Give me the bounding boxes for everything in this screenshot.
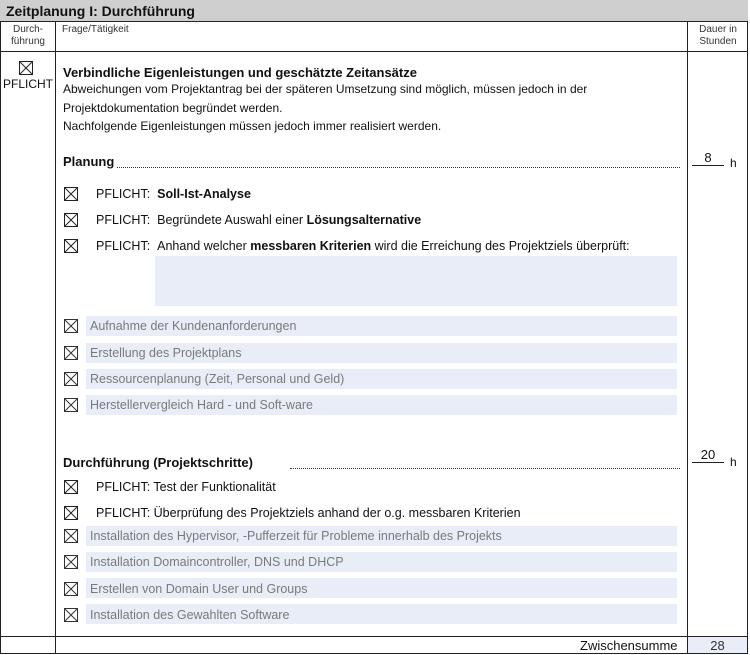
kriterien-input[interactable]: [155, 256, 677, 306]
planung-heading: Planung: [63, 154, 115, 169]
durchfuehrung-optional-checkbox-2[interactable]: [64, 555, 78, 569]
planung-pflicht-checkbox-2[interactable]: [64, 213, 78, 227]
durchfuehrung-pflicht-item-1: PFLICHT: Test der Funktionalität: [96, 480, 276, 494]
planung-pflicht-item-1: [96, 187, 251, 201]
form-title: Zeitplanung I: Durchführung: [6, 3, 195, 19]
intro-line-3: Nachfolgende Eigenleistungen müssen jedoch immer realisiert werden.: [63, 119, 442, 133]
planung-optional-checkbox-1[interactable]: [64, 319, 78, 333]
planung-optional-item-3[interactable]: Ressourcenplanung (Zeit, Personal und Geld): [90, 372, 345, 386]
pflicht-prefix: PFLICHT:: [96, 239, 151, 253]
pflicht-rest: Anhand welcher: [157, 239, 251, 253]
checked-x-icon: [64, 398, 78, 412]
durchfuehrung-leader: [290, 468, 680, 469]
column-divider-right: [687, 22, 688, 654]
pflicht-rest: Begründete Auswahl einer: [157, 213, 307, 227]
column-divider-left: [55, 22, 56, 654]
planung-hours[interactable]: 8: [692, 150, 724, 166]
checked-x-icon: [64, 346, 78, 360]
form-header: [0, 0, 748, 22]
checked-x-icon: [64, 582, 78, 596]
durchfuehrung-optional-checkbox-1[interactable]: [64, 529, 78, 543]
durchfuehrung-pflicht-checkbox-2[interactable]: [64, 506, 78, 520]
checked-x-icon: [64, 529, 78, 543]
planung-pflicht-checkbox-1[interactable]: [64, 187, 78, 201]
column-dauer: Dauer in Stunden: [699, 24, 737, 47]
zwischensumme-value[interactable]: 28: [688, 637, 747, 653]
pflicht-label: PFLICHT: [3, 77, 54, 91]
pflicht-prefix: PFLICHT:: [96, 213, 151, 227]
checked-x-icon: [64, 608, 78, 622]
checked-x-icon: [64, 319, 78, 333]
footer-divider: [0, 636, 748, 637]
planung-unit: h: [730, 156, 737, 170]
durchfuehrung-hours[interactable]: 20: [692, 447, 724, 463]
planung-optional-item-1[interactable]: Aufnahme der Kundenanforderungen: [90, 319, 297, 333]
pflicht-bold: messbaren Kriterien: [250, 239, 372, 253]
durchfuehrung-optional-checkbox-3[interactable]: [64, 582, 78, 596]
pflicht-tail: wird die Erreichung des Projektziels überprüft:: [371, 239, 630, 253]
durchfuehrung-optional-item-3[interactable]: Erstellen von Domain User und Groups: [90, 582, 308, 596]
planung-leader: [117, 167, 680, 168]
durchfuehrung-pflicht-checkbox-1[interactable]: [64, 480, 78, 494]
planung-pflicht-checkbox-3[interactable]: [64, 239, 78, 253]
column-frage: Frage/Tätigkeit: [62, 24, 129, 35]
checked-x-icon: [64, 555, 78, 569]
checked-x-icon: [64, 239, 78, 253]
column-durchfuehrung: Durch- führung: [11, 24, 45, 47]
durchfuehrung-optional-item-1[interactable]: Installation des Hypervisor, -Pufferzeit für Probleme innerhalb des Projekts: [90, 529, 502, 543]
zwischensumme-label: Zwischensumme: [580, 638, 678, 653]
checked-x-icon: [64, 506, 78, 520]
pflicht-bold: Lösungsalternative: [306, 213, 422, 227]
checked-x-icon: [19, 61, 33, 75]
planung-optional-checkbox-2[interactable]: [64, 346, 78, 360]
durchfuehrung-unit: h: [730, 455, 737, 469]
planung-pflicht-item-2: [96, 213, 421, 227]
intro-line-1: Abweichungen vom Projektantrag bei der späteren Umsetzung sind möglich, müssen jedoch in der: [63, 82, 588, 96]
checked-x-icon: [64, 480, 78, 494]
pflicht-bold: Soll-Ist-Analyse: [157, 187, 251, 201]
pflicht-checkbox[interactable]: [19, 61, 33, 75]
pflicht-prefix: PFLICHT:: [96, 187, 151, 201]
durchfuehrung-optional-checkbox-4[interactable]: [64, 608, 78, 622]
durchfuehrung-pflicht-item-2: PFLICHT: Überprüfung des Projektziels anhand der o.g. messbaren Kriterien: [96, 506, 521, 520]
checked-x-icon: [64, 213, 78, 227]
intro-line-2: Projektdokumentation begründet werden.: [63, 101, 283, 115]
durchfuehrung-heading: Durchführung (Projektschritte): [63, 455, 253, 470]
planung-optional-checkbox-3[interactable]: [64, 372, 78, 386]
planung-optional-item-4[interactable]: Herstellervergleich Hard - und Soft-ware: [90, 398, 314, 412]
checked-x-icon: [64, 187, 78, 201]
planung-pflicht-item-3: [96, 239, 630, 253]
intro-heading: Verbindliche Eigenleistungen und geschätzte Zeitansätze: [63, 65, 417, 80]
planung-optional-checkbox-4[interactable]: [64, 398, 78, 412]
durchfuehrung-optional-item-4[interactable]: Installation des Gewahlten Software: [90, 608, 290, 622]
checked-x-icon: [64, 372, 78, 386]
durchfuehrung-optional-item-2[interactable]: Installation Domaincontroller, DNS und DHCP: [90, 555, 344, 569]
planung-optional-item-2[interactable]: Erstellung des Projektplans: [90, 346, 242, 360]
